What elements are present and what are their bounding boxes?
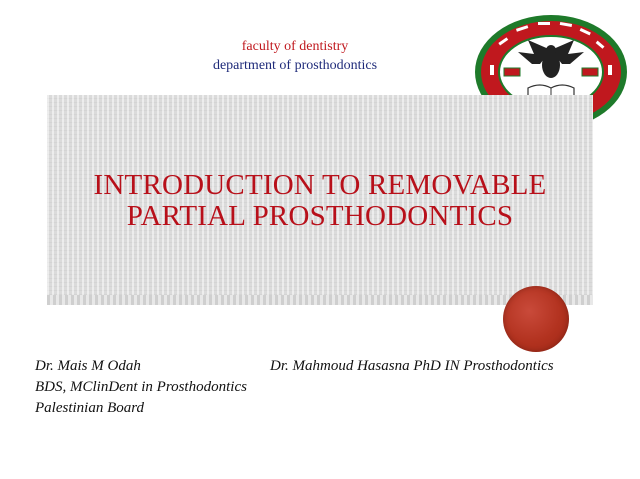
title-line-1: INTRODUCTION TO REMOVABLE [93,169,547,201]
slide-title [47,170,593,232]
author-credits-left [35,356,247,419]
faculty-label: faculty of dentistry [241,39,349,54]
slide-header [180,37,410,75]
department-label: department of prosthodontics [212,58,378,73]
coauthor-name: Dr. Mahmoud Hasasna PhD IN Prosthodontics [270,358,554,374]
decorative-circle [503,286,569,352]
author-degree: BDS, MClinDent in Prosthodontics [35,379,247,395]
author-name: Dr. Mais M Odah [35,358,141,374]
author-board: Palestinian Board [35,400,145,416]
title-line-2: PARTIAL PROSTHODONTICS [126,200,514,232]
author-credits-right [270,356,554,377]
